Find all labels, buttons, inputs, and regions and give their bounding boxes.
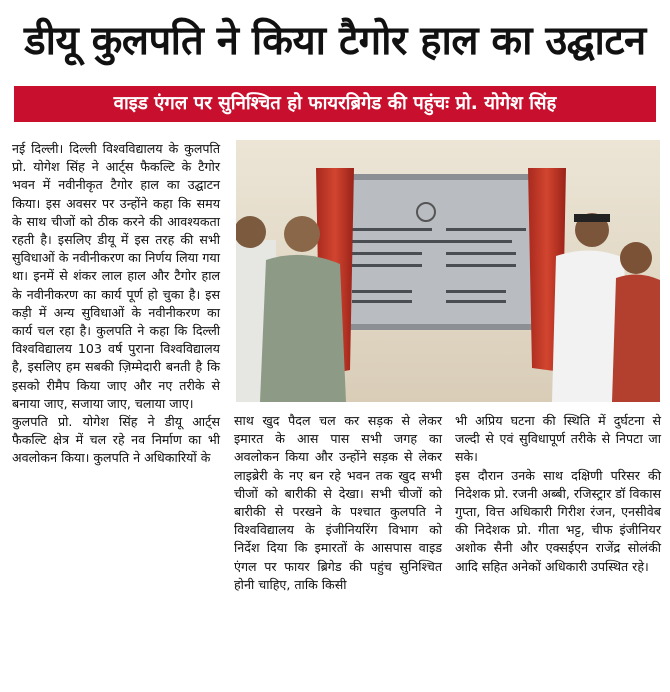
article-column-2 — [234, 412, 442, 594]
article-paragraph: भी अप्रिय घटना की स्थिति में दुर्घटना से जल्दी से एवं सुविधापूर्ण तरीके से निपटा जा सके। — [455, 413, 661, 465]
article-paragraph: इस दौरान उनके साथ दक्षिणी परिसर की निदेशक प्रो. रजनी अब्बी, रजिस्ट्रार डॉ विकास गुप्ता, वित्त अधिकारी गिरीश रंजन, एनसीवेब की निदेशक प्रो. गीता भट्ट, चीफ इंजीनियर अशोक सैनी और एक्सईएन राजेंद्र सोलंकी आदि सहित अनेकों अधिकारी उपस्थित रहे। — [455, 467, 662, 574]
article-column-3 — [455, 412, 661, 576]
article-column-1 — [12, 140, 220, 468]
subheadline-banner — [14, 86, 656, 122]
article-paragraph: साथ खुद पैदल चल कर सड़क से लेकर इमारत के आस पास सभी जगह का अवलोकन किया और उन्होंने सड़क से लेकर लाइब्रेरी के नए बन रहे भवन तक खुद सभी चीजों को बारीकी से देखा। सभी चीजों को बारीकी से परखने के पश्चात कुलपति ने विश्वविद्यालय के इंजीनियरिंग विभाग को निर्देश दिया कि इमारतों के आसपास वाइड एंगल पर फायर ब्रिगेड की पहुंच सुनिश्चित होनी चाहिए, ताकि किसी — [234, 413, 442, 592]
article-paragraph: कुलपति प्रो. योगेश सिंह ने डीयू आर्ट्स फैकल्टि क्षेत्र में चल रहे नव निर्माण का भी अवलोकन किया। कुलपति ने अधिकारियों के — [12, 414, 220, 466]
article-paragraph: नई दिल्ली। दिल्ली विश्वविद्यालय के कुलपति प्रो. योगेश सिंह ने आर्ट्स फैकल्टि के टैगोर भवन में नवीनीकृत टैगोर हाल का उद्घाटन किया। इस अवसर पर उन्होंने कहा कि समय के साथ चीजों को ठीक करने की आवश्यकता रहती है। इसलिए डीयू में इस तरह की सभी सुविधाओं के नवीनीकरण का निर्णय लिया गया था। इनमें से शंकर लाल हाल और टैगोर हाल के नवीनीकरण का कार्य पूर्ण हो चुका है। इस कड़ी में अन्य सुविधाओं के नवीनीकरण का कार्य चल रहा है। कुलपति ने कहा कि दिल्ली विश्वविद्यालय 103 वर्ष पुराना विश्वविद्यालय है, इसलिए हम सबकी ज़िम्मेदारी बनती है कि इसको रीमैप किया जाए और नए तरीके से बनाया जाए, सजाया जाए, चलाया जाए। — [12, 141, 220, 411]
subheadline: वाइड एंगल पर सुनिश्चित हो फायरब्रिगेड की पहुंचः प्रो. योगेश सिंह — [113, 93, 557, 114]
news-photo — [236, 140, 660, 402]
headline: डीयू कुलपति ने किया टैगोर हाल का उद्घाटन — [24, 18, 646, 64]
photo-illustration — [236, 140, 660, 402]
